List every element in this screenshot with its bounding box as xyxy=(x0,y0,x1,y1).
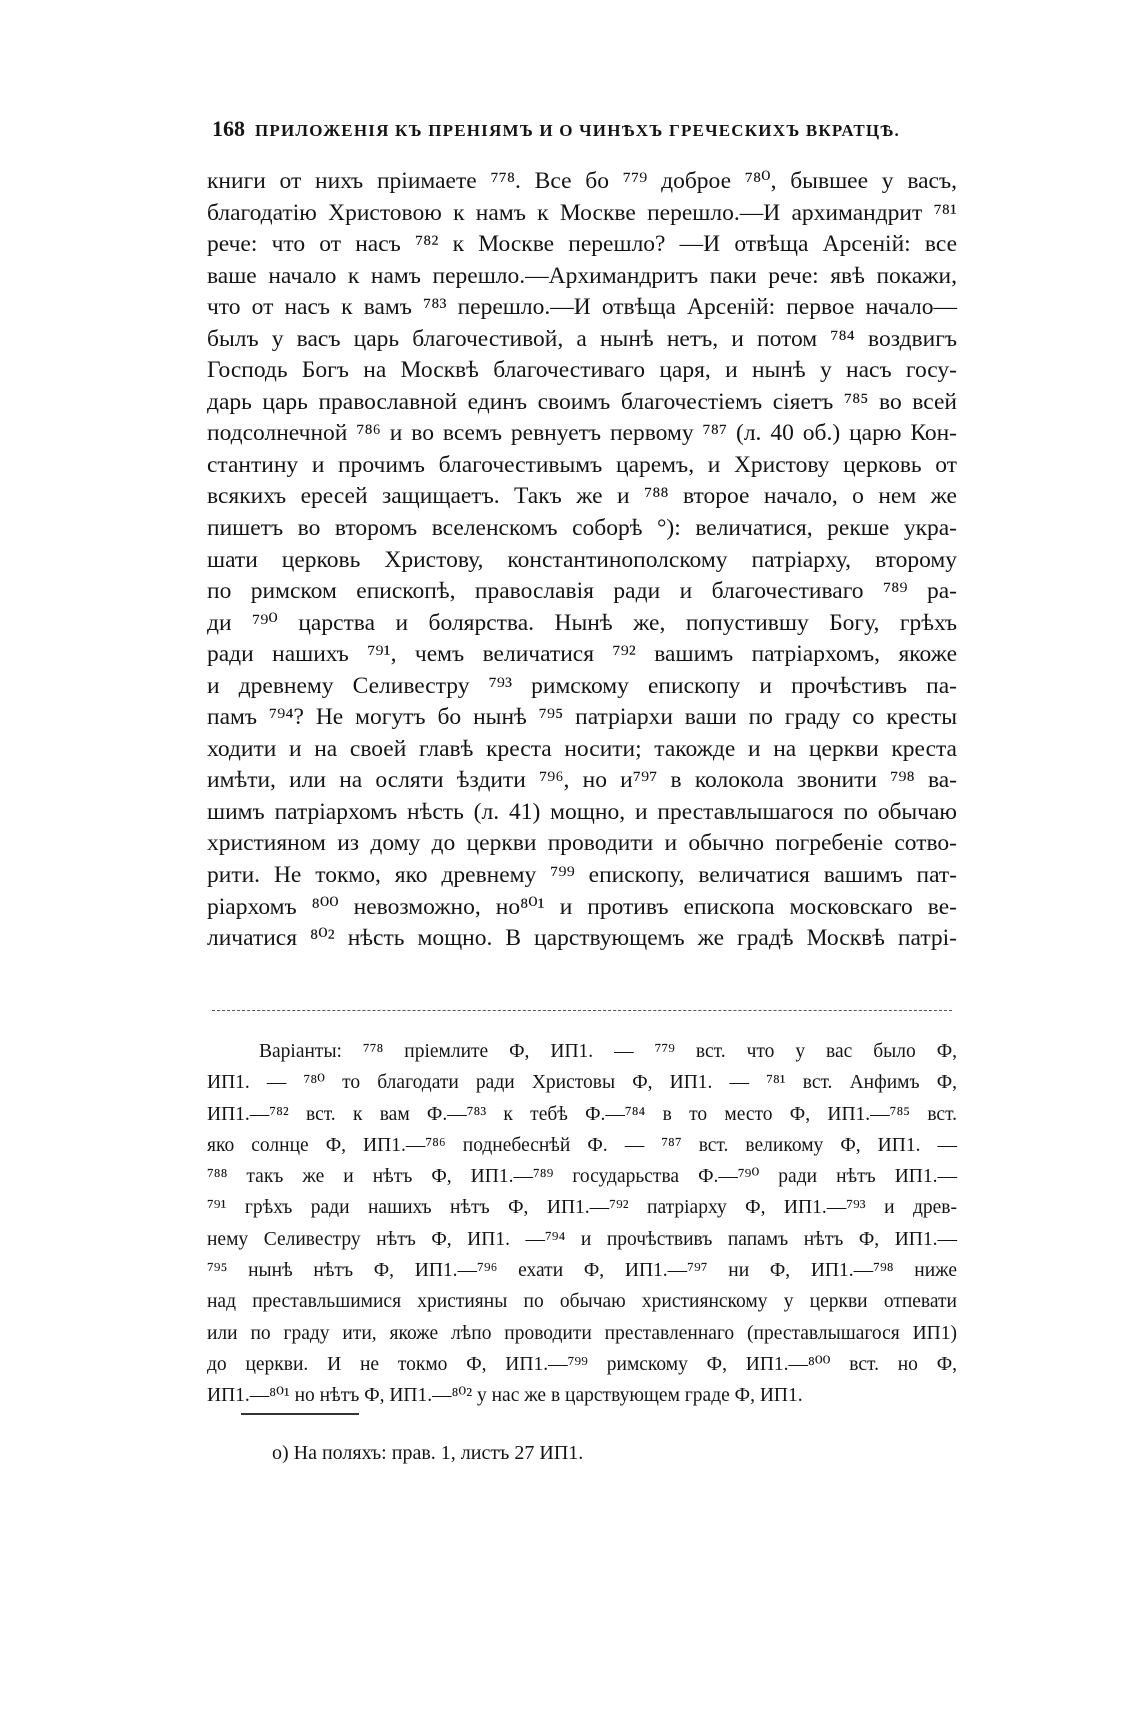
text-line: християном из дому до церкви проводити и обычно погребеніе сотво- xyxy=(207,830,957,857)
main-text xyxy=(207,166,957,955)
dashed-separator xyxy=(212,1010,952,1011)
text-line: имѣти, или на осляти ѣздити ⁷⁹⁶, но и⁷⁹⁷ в колокола звонити ⁷⁹⁸ ва- xyxy=(207,767,957,794)
text-line: шати церковь Христову, константинополскому патріарху, второму xyxy=(207,546,957,573)
text-line: ради нашихъ ⁷⁹¹, чемъ величатися ⁷⁹² вашимъ патріархомъ, якоже xyxy=(207,641,957,668)
text-line: былъ у васъ царь благочестивой, а нынѣ нетъ, и потом ⁷⁸⁴ воздвигъ xyxy=(207,325,957,352)
running-head-title: ПРИЛОЖЕНІЯ КЪ ПРЕНІЯМЪ И О ЧИНѢХЪ ГРЕЧЕСКИХЪ ВКРАТЦѢ. xyxy=(255,121,900,140)
variant-line: ⁷⁹¹ грѣхъ ради нашихъ нѣтъ Ф, ИП1.—⁷⁹² патріарху Ф, ИП1.—⁷⁹³ и древ- xyxy=(207,1197,957,1219)
text-line: дарь царь православной единъ своимъ благочестіемъ сіяетъ ⁷⁸⁵ во всей xyxy=(207,388,957,415)
text-line: рече: что от насъ ⁷⁸² к Москве перешло? —И отвѣща Арсеній: все xyxy=(207,231,957,258)
variant-line: ⁷⁸⁸ такъ же и нѣтъ Ф, ИП1.—⁷⁸⁹ государьства Ф.—⁷⁹⁰ ради нѣтъ ИП1.— xyxy=(207,1166,957,1188)
variant-line: над преставльшимися християны по обычаю християнскому у церкви отпевати xyxy=(207,1291,957,1313)
text-line: ди ⁷⁹⁰ царства и болярства. Нынѣ же, попустившу Богу, грѣхъ xyxy=(207,609,957,636)
text-line: пишетъ во второмъ вселенскомъ соборѣ °): величатися, рекше укра- xyxy=(207,515,957,542)
variant-line: Варіанты: ⁷⁷⁸ пріемлите Ф, ИП1. — ⁷⁷⁹ вст. что у вас было Ф, xyxy=(259,1041,957,1062)
variant-line: ИП1.—⁸⁰¹ но нѣтъ Ф, ИП1.—⁸⁰² у нас же в царствующем граде Ф, ИП1. xyxy=(207,1385,803,1407)
text-line: всякихъ ересей защищаетъ. Такъ же и ⁷⁸⁸ второе начало, о нем же xyxy=(207,483,957,510)
text-line: шимъ патріархомъ нѣсть (л. 41) мощно, и преставлышагося по обычаю xyxy=(207,798,957,825)
text-line: Господь Богъ на Москвѣ благочестиваго царя, и нынѣ у насъ госу- xyxy=(207,357,957,384)
text-line: что от насъ к вамъ ⁷⁸³ перешло.—И отвѣща Арсеній: первое начало— xyxy=(207,294,957,321)
variant-line: ИП1.—⁷⁸² вст. к вам Ф.—⁷⁸³ к тебѣ Ф.—⁷⁸⁴ в то место Ф, ИП1.—⁷⁸⁵ вст. xyxy=(207,1103,957,1125)
text-line: ходити и на своей главѣ креста носити; такожде и на церкви креста xyxy=(207,735,957,762)
variant-line: или по граду ити, якоже лѣпо проводити преставленнаго (преставлышагося ИП1) xyxy=(207,1322,957,1344)
variant-line: яко солнце Ф, ИП1.—⁷⁸⁶ поднебеснѣй Ф. — ⁷⁸⁷ вст. великому Ф, ИП1. — xyxy=(207,1134,957,1156)
text-line: подсолнечной ⁷⁸⁶ и во всемъ ревнуетъ первому ⁷⁸⁷ (л. 40 об.) царю Кон- xyxy=(207,420,957,447)
text-line: благодатію Христовою к намъ к Москве перешло.—И архимандрит ⁷⁸¹ xyxy=(207,199,957,226)
text-line: стантину и прочимъ благочестивымъ царемъ, и Христову церковь от xyxy=(207,451,957,478)
page-number: 168 xyxy=(212,116,245,141)
text-line: книги от нихъ пріимаете ⁷⁷⁸. Все бо ⁷⁷⁹ доброе ⁷⁸⁰, бывшее у васъ, xyxy=(207,168,957,194)
text-line: по римском епископѣ, православія ради и благочестиваго ⁷⁸⁹ ра- xyxy=(207,578,957,605)
text-line: личатися ⁸⁰² нѣсть мощно. В царствующемъ же градѣ Москвѣ патрі- xyxy=(207,925,957,952)
variant-line: до церкви. И не токмо Ф, ИП1.—⁷⁹⁹ римскому Ф, ИП1.—⁸⁰⁰ вст. но Ф, xyxy=(207,1353,957,1375)
footnote: о) На поляхъ: прав. 1, листъ 27 ИП1. xyxy=(272,1442,584,1464)
running-head xyxy=(212,116,952,142)
text-line: памъ ⁷⁹⁴? Не могутъ бо нынѣ ⁷⁹⁵ патріархи ваши по граду со кресты xyxy=(207,704,957,731)
variant-line: ИП1. — ⁷⁸⁰ то благодати ради Христовы Ф, ИП1. — ⁷⁸¹ вст. Анфимъ Ф, xyxy=(207,1072,957,1094)
variants-apparatus xyxy=(207,1036,957,1412)
text-line: рити. Не токмо, яко древнему ⁷⁹⁹ епископу, величатися вашимъ пат- xyxy=(207,862,957,889)
variant-line: нему Селивестру нѣтъ Ф, ИП1. —⁷⁹⁴ и прочѣствивъ папамъ нѣтъ Ф, ИП1.— xyxy=(207,1228,957,1250)
text-line: ріархомъ ⁸⁰⁰ невозможно, но⁸⁰¹ и противъ епископа московскаго ве- xyxy=(207,893,957,920)
variant-line: ⁷⁹⁵ нынѣ нѣтъ Ф, ИП1.—⁷⁹⁶ ехати Ф, ИП1.—⁷⁹⁷ ни Ф, ИП1.—⁷⁹⁸ ниже xyxy=(207,1260,957,1282)
text-line: ваше начало к намъ перешло.—Архимандритъ паки рече: явѣ покажи, xyxy=(207,262,957,289)
text-line: и древнему Селивестру ⁷⁹³ римскому епископу и прочѣстивъ па- xyxy=(207,672,957,699)
footnote-rule xyxy=(241,1413,359,1415)
